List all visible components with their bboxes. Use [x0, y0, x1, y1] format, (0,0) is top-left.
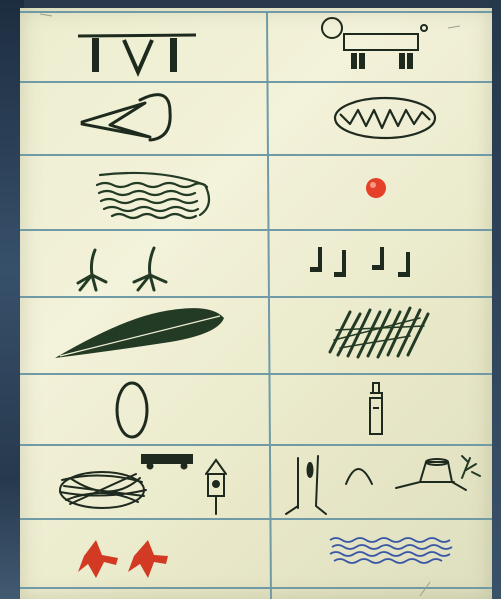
red-dot-icon: [366, 178, 386, 198]
notes-icon: [310, 247, 410, 277]
feather-icon: [55, 308, 224, 358]
water-waves-icon: [330, 538, 452, 563]
hieroglyph-tvt-icon: [78, 35, 196, 72]
beak-icon: [82, 95, 170, 140]
wing-icon: [97, 173, 209, 218]
nest-birdhouse-icon: [60, 455, 226, 514]
animal-table-icon: [322, 18, 460, 68]
grass-icon: [330, 308, 428, 357]
bottle-icon: [370, 383, 382, 434]
grid-lines: [20, 12, 492, 599]
bird-feet-icon: [78, 248, 166, 290]
red-bird-feet-icon: [78, 540, 168, 578]
toothed-mouth-icon: [335, 98, 435, 138]
egg-icon: [117, 383, 147, 437]
tree-arch-stump-icon: [286, 456, 480, 514]
